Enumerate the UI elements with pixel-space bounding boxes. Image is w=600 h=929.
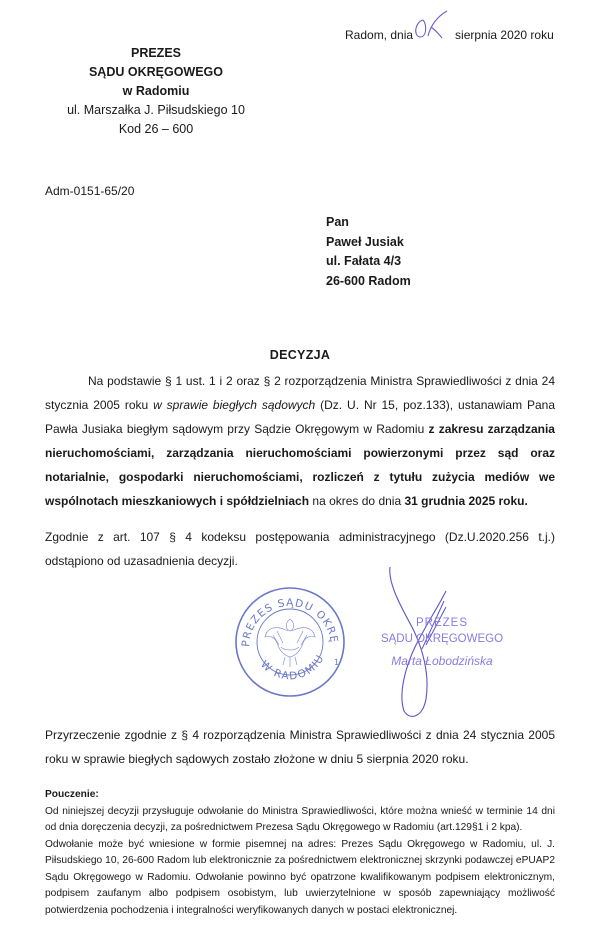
stamp-number: 1: [334, 658, 340, 667]
document-date: [345, 24, 554, 42]
justification-waiver: Zgodnie z art. 107 § 4 kodeksu postępowania administracyjnego (Dz.U.2020.256 t.j.) odstąpiono od uzasadnienia decyzji.: [45, 530, 555, 568]
sender-street: ul. Marszałka J. Piłsudskiego 10: [67, 103, 245, 117]
recipient-block: [326, 213, 411, 291]
date-prefix: Radom, dnia: [345, 28, 414, 42]
seal-and-signature: [45, 575, 555, 723]
document-body: [45, 345, 555, 929]
sender-title: PREZES: [130, 46, 181, 60]
document-title: DECYZJA: [269, 348, 331, 362]
svg-text:PREZES SĄDU OKRĘGOWEGO: [233, 585, 340, 647]
stamp-outer-text: PREZES SĄDU OKRĘ: [239, 596, 340, 648]
decision-paragraph: [45, 369, 555, 513]
letter-header: [0, 0, 600, 345]
decision-regulation-title: w sprawie biegłych sądowych: [153, 398, 316, 412]
appeal-instruction: [45, 787, 555, 929]
decision-end-date: 31 grudnia 2025 roku.: [404, 494, 528, 508]
recipient-salutation: Pan: [326, 215, 349, 229]
reference-number: Adm-0151-65/20: [45, 184, 135, 198]
decision-text-2: (Dz. U. Nr 15, poz.133), ustanawiam Pana Pawła Jusiaka biegłym sądowym przy Sądzie Okręgowym w Radomiu: [45, 398, 555, 436]
sender-court: SĄDU OKRĘGOWEGO: [88, 65, 224, 79]
signatory-stamp-court: SĄDU OKRĘGOWEGO: [380, 633, 504, 645]
eagle-emblem-icon: [265, 619, 315, 667]
decision-text-3: na okres do dnia: [309, 494, 405, 508]
decision-text-1: Na podstawie § 1 ust. 1 i 2 oraz § 2 rozporządzenia Ministra Sprawiedliwości z dnia 24 stycznia 2005 roku: [45, 374, 555, 412]
signatory-stamp-title: PREZES: [415, 617, 468, 629]
sender-block: [40, 44, 272, 139]
recipient-name: Paweł Jusiak: [326, 234, 404, 249]
official-round-stamp: [233, 585, 347, 699]
handwritten-day: [413, 24, 455, 42]
sender-postcode: Kod 26 – 600: [118, 122, 194, 136]
recipient-city: 26-600 Radom: [326, 273, 411, 288]
instruction-paragraph-2: Odwołanie może być wniesione w formie pisemnej na adres: Prezes Sądu Okręgowego w Radomiu, ul. J. Piłsudskiego 10, 26-600 Radom lub elektronicznie za pośrednictwem elektronicznej skrzynki podawczej ePUAP2 Sądu Okręgowego w Radomiu. Odwołanie powinno być opatrzone kwalifikowanym podpisem elektronicznym, podpisem zaufanym albo podpisem osobistym, lub uwierzytelnione w sposób zapewniający możliwość potwierdzenia pochodzenia i integralności weryfikowanych danych w postaci elektronicznej.: [45, 838, 555, 916]
recipient-street: ul. Fałata 4/3: [326, 254, 402, 268]
signatory-stamp: [367, 615, 517, 669]
decision-scope: z zakresu zarządzania nieruchomościami, zarządzania nieruchomościami powierzonymi przez sąd oraz notarialnie, gospodarki nieruchomościami, rozliczeń z tytułu zużycia mediów we wspólnotach mieszkaniowych i spółdzielniach: [45, 422, 555, 508]
oath-paragraph: Przyrzeczenie zgodnie z § 4 rozporządzenia Ministra Sprawiedliwości z dnia 24 stycznia 2005 roku w sprawie biegłych sądowych zostało złożone w dniu 5 sierpnia 2020 roku.: [45, 728, 555, 766]
instruction-heading: Pouczenie:: [45, 789, 99, 800]
signatory-name: Marta Łobodzińska: [391, 654, 493, 668]
svg-text:W RADOMIU: [258, 652, 327, 682]
instruction-paragraph-1: Od niniejszej decyzji przysługuje odwołanie do Ministra Sprawiedliwości, które można wnieść w terminie 14 dni od dnia doręczenia decyzji, za pośrednictwem Prezesa Sądu Okręgowego w Radomiu (art.129§1 i 2 kpa).: [45, 805, 555, 833]
sender-city: w Radomiu: [122, 84, 190, 98]
date-suffix: sierpnia 2020 roku: [455, 28, 554, 42]
stamp-bottom-text: W RADOMIU: [258, 652, 328, 683]
